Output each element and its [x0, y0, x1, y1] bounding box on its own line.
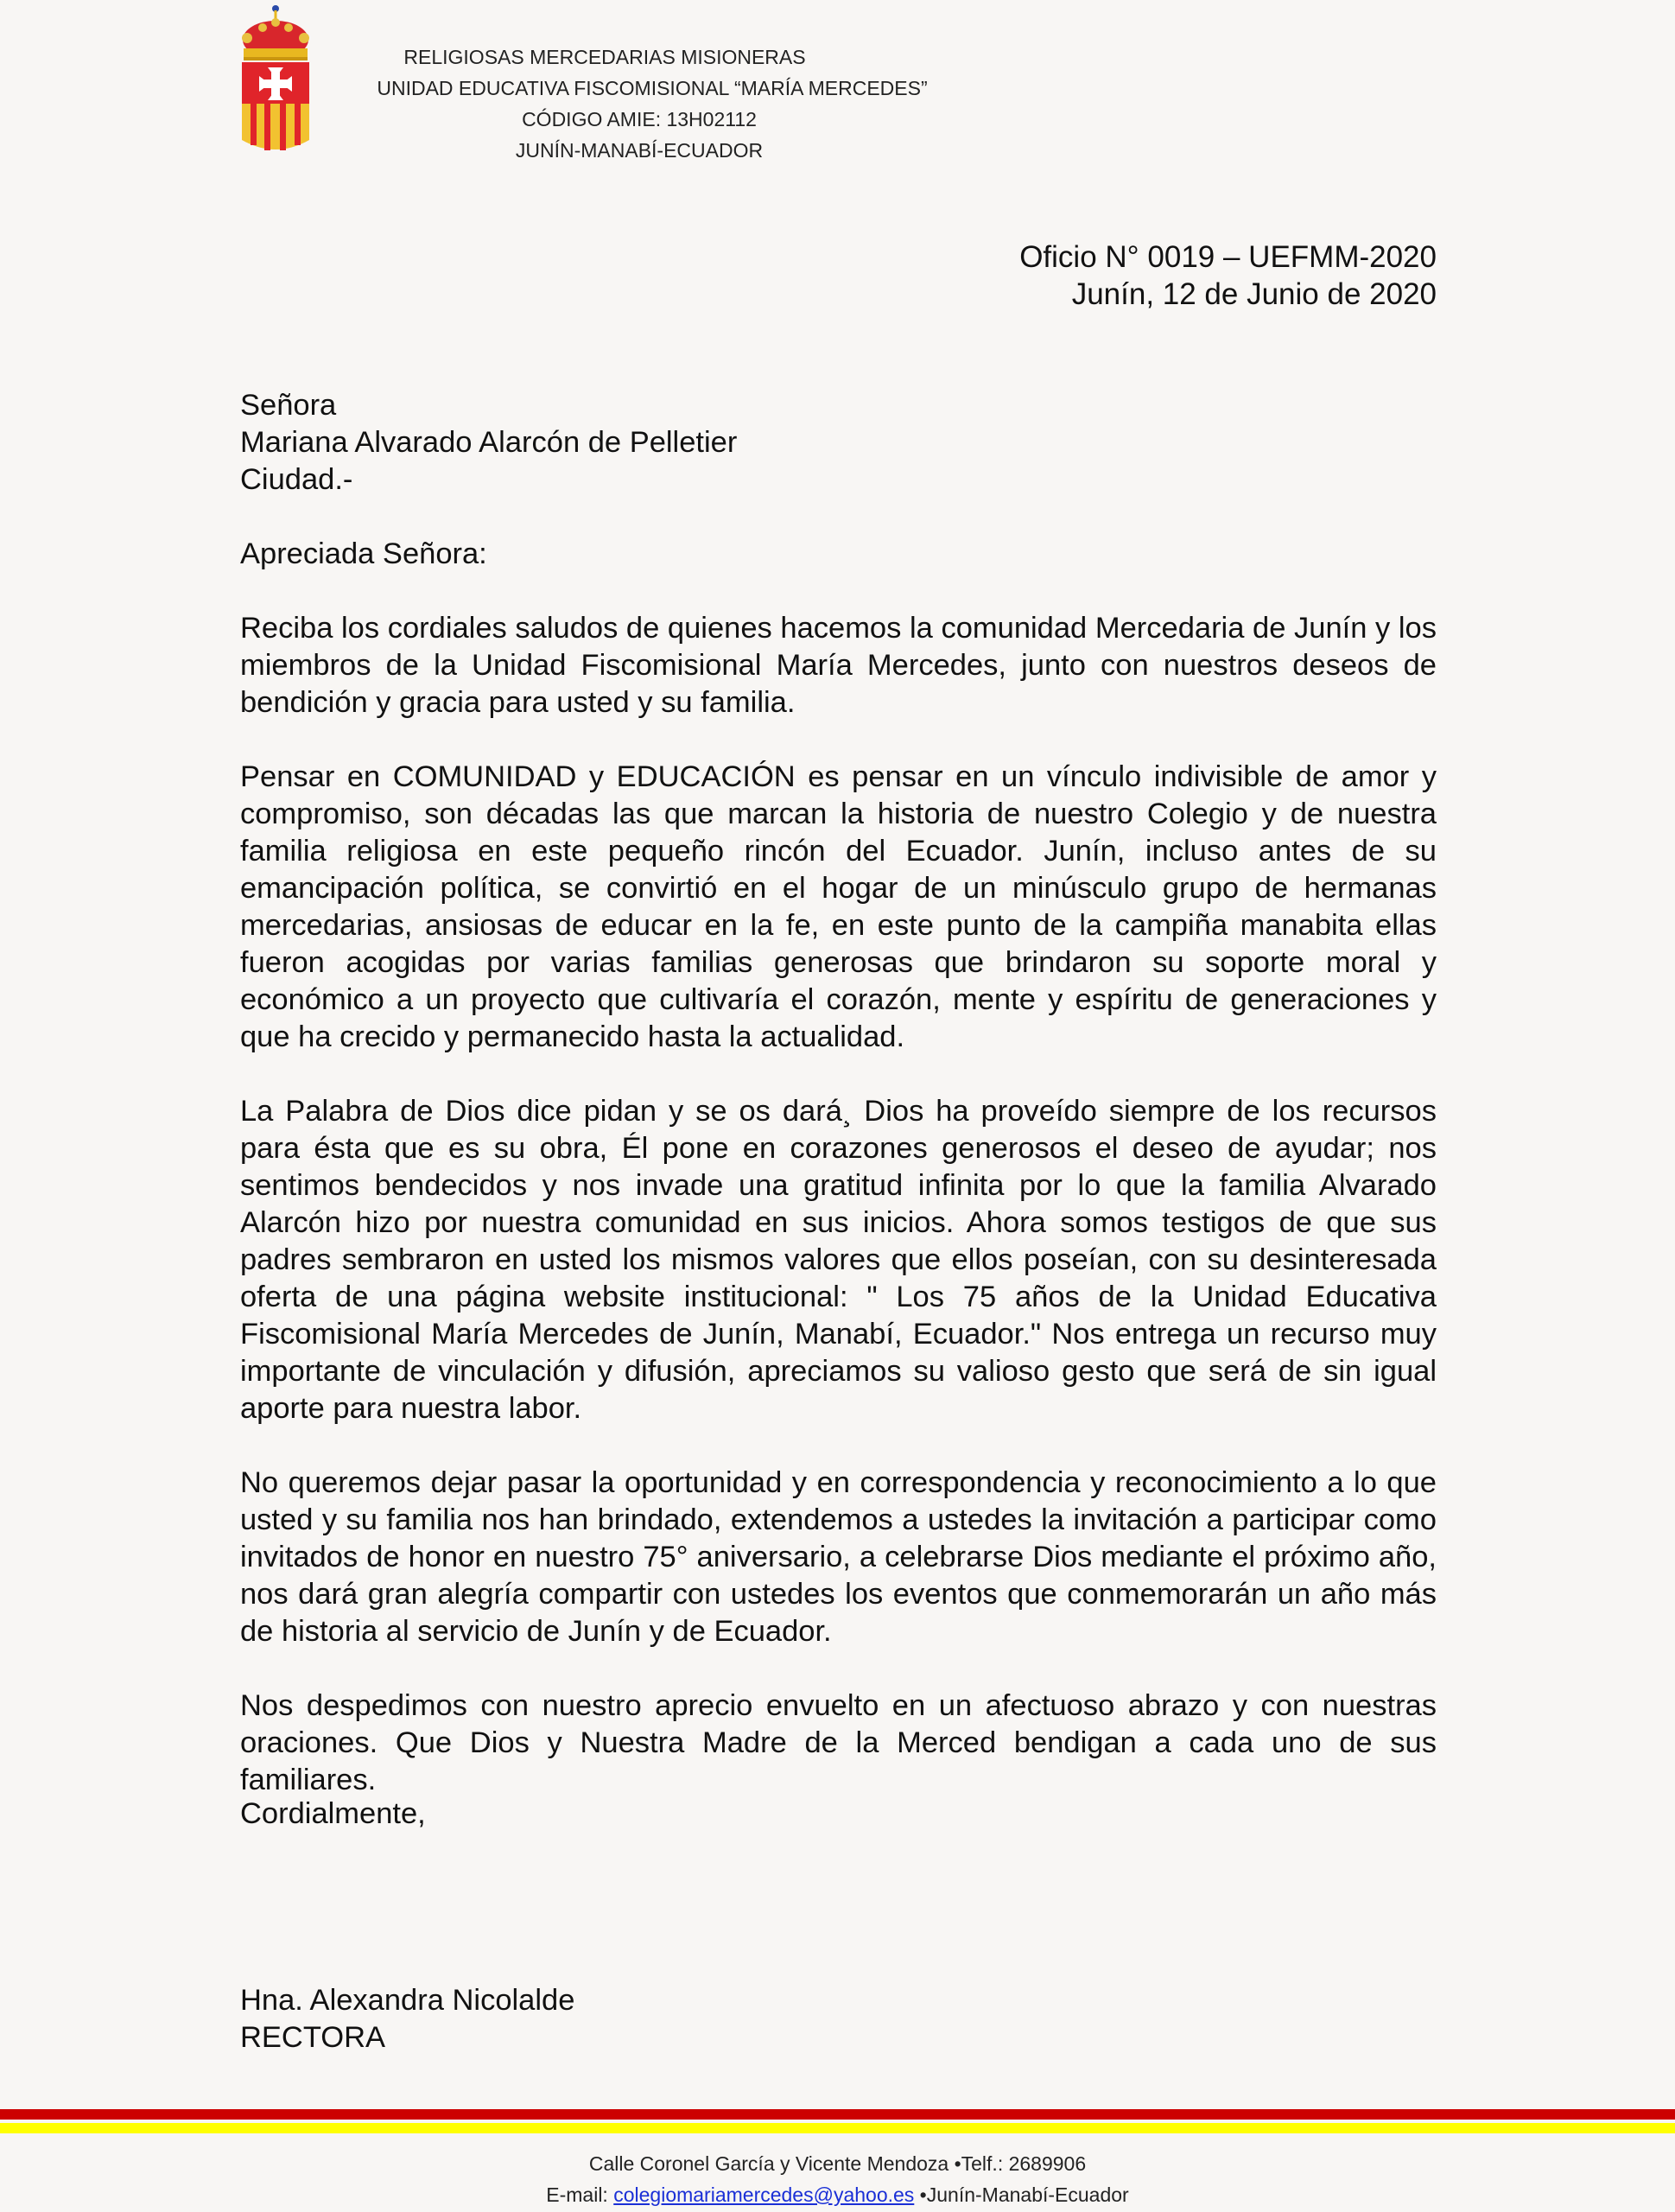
recipient-title: Señora	[240, 389, 337, 422]
salutation: Apreciada Señora:	[240, 537, 487, 570]
closing-phrase: Cordialmente,	[240, 1797, 426, 1830]
oficio-number: Oficio N° 0019 – UEFMM-2020	[1019, 240, 1437, 274]
footer-contact	[0, 2179, 1675, 2210]
header-location: JUNÍN-MANABÍ-ECUADOR	[515, 139, 764, 162]
letter-date: Junín, 12 de Junio de 2020	[1071, 277, 1437, 311]
email-link[interactable]: colegiomariamercedes@yahoo.es	[613, 2183, 915, 2206]
footer-red-stripe	[0, 2109, 1675, 2120]
footer-address: Calle Coronel García y Vicente Mendoza •Telf.: 2689906	[588, 2152, 1087, 2175]
header-amie-code: CÓDIGO AMIE: 13H02112	[522, 108, 757, 130]
footer-yellow-stripe	[0, 2123, 1675, 2133]
signatory-name: Hna. Alexandra Nicolalde	[240, 1984, 575, 2017]
institution-header	[328, 41, 950, 166]
letter-body	[240, 387, 1437, 1799]
header-school-name: UNIDAD EDUCATIVA FISCOMISIONAL “MARÍA MERCEDES”	[377, 77, 928, 99]
paragraph-invitation: No queremos dejar pasar la oportunidad y en correspondencia y reconocimiento a lo que usted y su familia nos han brindado, extendemos a ustedes la invitación a participar como invitados de honor en nuestro 75° aniversario, a celebrarse Dios mediante el próximo año, nos dará gran alegría compartir con ustedes los eventos que conmemorarán un año más de historia al servicio de Junín y de Ecuador.	[240, 1466, 1437, 1648]
paragraph-gratitude: La Palabra de Dios dice pidan y se os dará¸ Dios ha proveído siempre de los recursos para ésta que es su obra, Él pone en corazones generosos el deseo de ayudar; nos sentimos bendecidos y nos invade una gratitud infinita por lo que la familia Alvarado Alarcón hizo por nuestra comunidad en sus inicios. Ahora somos testigos de que sus padres sembraron en usted los mismos valores que ellos poseían, con su desinteresada oferta de una página website institucional: " Los 75 años de la Unidad Educativa Fiscomisional María Mercedes de Junín, Manabí, Ecuador." Nos entrega un recurso muy importante de vinculación y difusión, apreciamos su valioso gesto que será de sin igual aporte para nuestra labor.	[240, 1095, 1437, 1425]
document-reference	[1019, 238, 1437, 313]
recipient-name: Mariana Alvarado Alarcón de Pelletier	[240, 426, 738, 459]
signatory-role: RECTORA	[240, 2021, 386, 2054]
letter-footer	[0, 2148, 1675, 2210]
mercedarian-crest-icon	[237, 2, 314, 157]
header-order-name: RELIGIOSAS MERCEDARIAS MISIONERAS	[403, 46, 806, 68]
email-label: E-mail:	[546, 2183, 614, 2206]
recipient-city: Ciudad.-	[240, 463, 353, 496]
paragraph-greeting: Reciba los cordiales saludos de quienes hacemos la comunidad Mercedaria de Junín y los miembros de la Unidad Fiscomisional María Mercedes, junto con nuestros deseos de bendición y gracia para usted y su familia.	[240, 612, 1437, 719]
paragraph-farewell: Nos despedimos con nuestro aprecio envuelto en un afectuoso abrazo y con nuestras oraciones. Que Dios y Nuestra Madre de la Merced bendigan a cada uno de sus familiares.	[240, 1689, 1437, 1796]
footer-location: •Junín-Manabí-Ecuador	[914, 2183, 1129, 2206]
paragraph-history: Pensar en COMUNIDAD y EDUCACIÓN es pensar en un vínculo indivisible de amor y compromiso, son décadas las que marcan la historia de nuestro Colegio y de nuestra familia religiosa en este pequeño rincón del Ecuador. Junín, incluso antes de su emancipación política, se convirtió en el hogar de un minúsculo grupo de hermanas mercedarias, ansiosas de educar en la fe, en este punto de la campiña manabita ellas fueron acogidas por varias familias generosas que brindaron su soporte moral y económico a un proyecto que cultivaría el corazón, mente y espíritu de generaciones y que ha crecido y permanecido hasta la actualidad.	[240, 760, 1437, 1053]
signature-block	[240, 1982, 574, 2056]
recipient-block	[240, 387, 1437, 499]
